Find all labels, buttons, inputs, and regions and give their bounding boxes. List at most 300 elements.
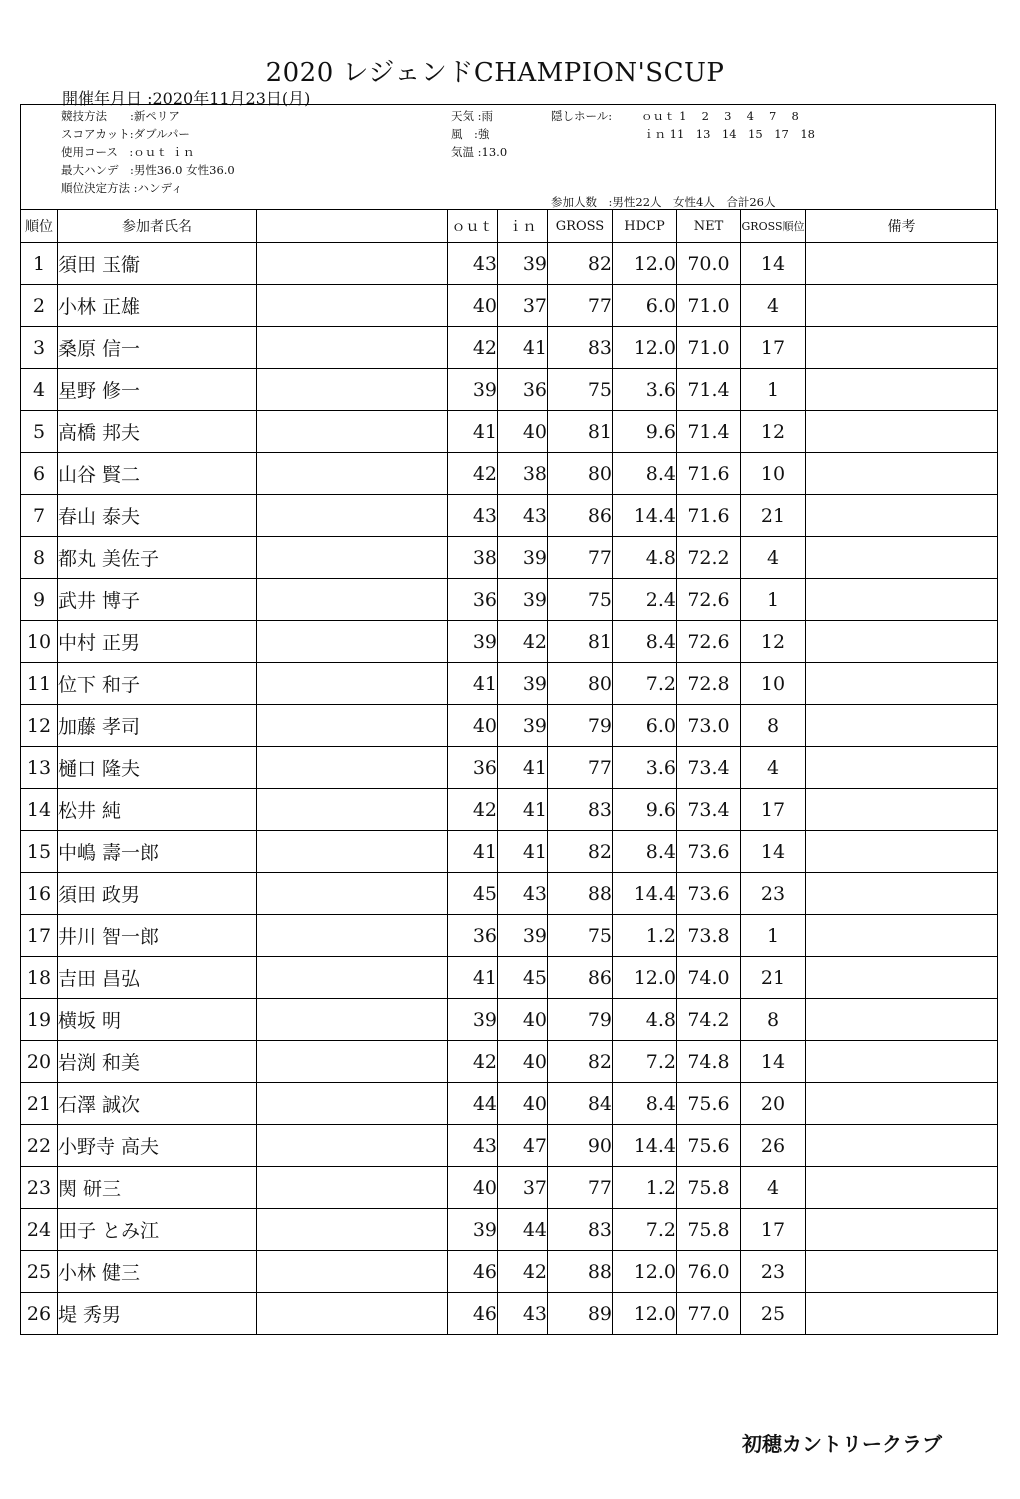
blank-cell [257,495,448,537]
hdcp-cell: 3.6 [613,369,677,411]
net-cell: 73.6 [677,873,741,915]
rank-cell: 18 [21,957,58,999]
rank-cell: 13 [21,747,58,789]
gross-cell: 82 [548,243,613,285]
table-row [21,831,998,873]
table-row [21,789,998,831]
rank-cell: 16 [21,873,58,915]
hdcp-cell: 12.0 [613,327,677,369]
table-row [21,1209,998,1251]
header-rank: 順位 [21,210,58,243]
net-cell: 76.0 [677,1251,741,1293]
gross-cell: 86 [548,957,613,999]
in-cell: 42 [498,1251,548,1293]
blank-cell [257,957,448,999]
out-cell: 39 [448,621,498,663]
table-row [21,1041,998,1083]
rank-cell: 20 [21,1041,58,1083]
net-cell: 71.0 [677,327,741,369]
name-cell: 樋口 隆夫 [58,747,257,789]
gross-cell: 77 [548,537,613,579]
gross-rank-cell: 14 [741,243,806,285]
out-cell: 44 [448,1083,498,1125]
name-cell: 横坂 明 [58,999,257,1041]
net-cell: 75.6 [677,1083,741,1125]
gross-cell: 77 [548,747,613,789]
results-table [20,209,998,1335]
gross-rank-cell: 1 [741,915,806,957]
gross-rank-cell: 10 [741,663,806,705]
table-row [21,579,998,621]
rank-cell: 15 [21,831,58,873]
name-cell: 関 研三 [58,1167,257,1209]
rank-cell: 1 [21,243,58,285]
header-net: NET [677,210,741,243]
in-cell: 47 [498,1125,548,1167]
header-blank [257,210,448,243]
hdcp-cell: 3.6 [613,747,677,789]
rank-cell: 14 [21,789,58,831]
hdcp-cell: 1.2 [613,915,677,957]
info-hidden-holes-label: 隠しホール: [551,109,613,123]
gross-rank-cell: 8 [741,705,806,747]
gross-cell: 90 [548,1125,613,1167]
header-out: ｏｕｔ [448,210,498,243]
hdcp-cell: 6.0 [613,705,677,747]
net-cell: 75.8 [677,1167,741,1209]
out-cell: 45 [448,873,498,915]
gross-rank-cell: 23 [741,1251,806,1293]
club-name: 初穂カントリークラブ [742,1432,942,1456]
name-cell: 石澤 誠次 [58,1083,257,1125]
in-cell: 41 [498,831,548,873]
out-cell: 40 [448,1167,498,1209]
out-cell: 38 [448,537,498,579]
table-row [21,1251,998,1293]
blank-cell [257,747,448,789]
blank-cell [257,369,448,411]
rank-cell: 17 [21,915,58,957]
gross-rank-cell: 1 [741,369,806,411]
hdcp-cell: 4.8 [613,537,677,579]
blank-cell [257,873,448,915]
gross-rank-cell: 14 [741,831,806,873]
table-row [21,915,998,957]
info-course: 使用コース :ｏｕｔ ｉｎ [61,145,195,159]
in-cell: 40 [498,411,548,453]
gross-rank-cell: 12 [741,621,806,663]
hdcp-cell: 6.0 [613,285,677,327]
gross-rank-cell: 14 [741,1041,806,1083]
header-gross: GROSS [548,210,613,243]
rank-cell: 24 [21,1209,58,1251]
hdcp-cell: 12.0 [613,243,677,285]
blank-cell [257,999,448,1041]
rank-cell: 22 [21,1125,58,1167]
net-cell: 75.8 [677,1209,741,1251]
header-name: 参加者氏名 [58,210,257,243]
info-participants: 参加人数 :男性22人 女性4人 合計26人 [551,195,776,209]
out-cell: 39 [448,369,498,411]
info-method: 競技方法 :新ペリア [61,109,180,123]
gross-rank-cell: 17 [741,1209,806,1251]
table-row [21,1293,998,1335]
remarks-cell [806,1293,998,1335]
name-cell: 井川 智一郎 [58,915,257,957]
blank-cell [257,1125,448,1167]
rank-cell: 23 [21,1167,58,1209]
out-cell: 40 [448,705,498,747]
hdcp-cell: 8.4 [613,621,677,663]
gross-rank-cell: 17 [741,327,806,369]
out-cell: 41 [448,411,498,453]
rank-cell: 9 [21,579,58,621]
out-cell: 42 [448,789,498,831]
blank-cell [257,621,448,663]
name-cell: 春山 泰夫 [58,495,257,537]
out-cell: 43 [448,1125,498,1167]
name-cell: 山谷 賢二 [58,453,257,495]
out-cell: 36 [448,579,498,621]
remarks-cell [806,285,998,327]
table-row [21,495,998,537]
remarks-cell [806,1125,998,1167]
gross-rank-cell: 1 [741,579,806,621]
info-scorecut: スコアカット:ダブルパー [61,127,190,141]
out-cell: 39 [448,999,498,1041]
gross-cell: 83 [548,789,613,831]
remarks-cell [806,915,998,957]
in-cell: 42 [498,621,548,663]
gross-rank-cell: 12 [741,411,806,453]
net-cell: 71.6 [677,453,741,495]
gross-rank-cell: 4 [741,285,806,327]
gross-rank-cell: 4 [741,747,806,789]
table-row [21,873,998,915]
remarks-cell [806,957,998,999]
in-cell: 41 [498,327,548,369]
table-row [21,327,998,369]
in-cell: 37 [498,1167,548,1209]
in-cell: 36 [498,369,548,411]
table-row [21,999,998,1041]
gross-rank-cell: 20 [741,1083,806,1125]
in-cell: 41 [498,747,548,789]
remarks-cell [806,369,998,411]
table-row [21,957,998,999]
gross-cell: 82 [548,831,613,873]
gross-cell: 81 [548,621,613,663]
gross-cell: 86 [548,495,613,537]
name-cell: 小林 正雄 [58,285,257,327]
remarks-cell [806,1167,998,1209]
gross-cell: 82 [548,1041,613,1083]
blank-cell [257,285,448,327]
gross-rank-cell: 8 [741,999,806,1041]
hdcp-cell: 14.4 [613,495,677,537]
hdcp-cell: 14.4 [613,873,677,915]
header-in: ｉｎ [498,210,548,243]
in-cell: 44 [498,1209,548,1251]
out-cell: 42 [448,453,498,495]
out-cell: 36 [448,747,498,789]
remarks-cell [806,411,998,453]
hdcp-cell: 8.4 [613,831,677,873]
net-cell: 74.0 [677,957,741,999]
remarks-cell [806,831,998,873]
in-cell: 41 [498,789,548,831]
in-cell: 38 [498,453,548,495]
gross-cell: 75 [548,579,613,621]
in-cell: 39 [498,915,548,957]
blank-cell [257,579,448,621]
name-cell: 中村 正男 [58,621,257,663]
blank-cell [257,915,448,957]
remarks-cell [806,453,998,495]
remarks-cell [806,495,998,537]
remarks-cell [806,243,998,285]
out-cell: 43 [448,495,498,537]
gross-rank-cell: 4 [741,537,806,579]
gross-rank-cell: 25 [741,1293,806,1335]
out-cell: 43 [448,243,498,285]
gross-cell: 88 [548,873,613,915]
gross-cell: 88 [548,1251,613,1293]
in-cell: 40 [498,1083,548,1125]
in-cell: 39 [498,705,548,747]
blank-cell [257,1167,448,1209]
gross-rank-cell: 17 [741,789,806,831]
info-hidden-holes-out: ｏｕｔ 1 2 3 4 7 8 [641,109,799,123]
out-cell: 42 [448,1041,498,1083]
remarks-cell [806,1083,998,1125]
name-cell: 田子 とみ江 [58,1209,257,1251]
name-cell: 須田 政男 [58,873,257,915]
in-cell: 40 [498,1041,548,1083]
net-cell: 71.6 [677,495,741,537]
gross-cell: 80 [548,453,613,495]
out-cell: 42 [448,327,498,369]
table-row [21,369,998,411]
blank-cell [257,1209,448,1251]
remarks-cell [806,663,998,705]
hdcp-cell: 4.8 [613,999,677,1041]
rank-cell: 12 [21,705,58,747]
table-row [21,1125,998,1167]
out-cell: 41 [448,957,498,999]
out-cell: 46 [448,1293,498,1335]
hdcp-cell: 7.2 [613,663,677,705]
name-cell: 武井 博子 [58,579,257,621]
table-row [21,411,998,453]
name-cell: 小野寺 高夫 [58,1125,257,1167]
net-cell: 77.0 [677,1293,741,1335]
hdcp-cell: 2.4 [613,579,677,621]
net-cell: 72.8 [677,663,741,705]
rank-cell: 8 [21,537,58,579]
gross-cell: 79 [548,999,613,1041]
net-cell: 74.2 [677,999,741,1041]
net-cell: 70.0 [677,243,741,285]
name-cell: 加藤 孝司 [58,705,257,747]
hdcp-cell: 12.0 [613,957,677,999]
info-temperature: 気温 :13.0 [451,145,508,159]
remarks-cell [806,327,998,369]
table-row [21,663,998,705]
in-cell: 39 [498,663,548,705]
blank-cell [257,1041,448,1083]
gross-rank-cell: 23 [741,873,806,915]
net-cell: 73.0 [677,705,741,747]
out-cell: 46 [448,1251,498,1293]
blank-cell [257,411,448,453]
gross-rank-cell: 21 [741,957,806,999]
net-cell: 71.4 [677,411,741,453]
table-row [21,705,998,747]
out-cell: 41 [448,831,498,873]
gross-cell: 75 [548,915,613,957]
name-cell: 都丸 美佐子 [58,537,257,579]
remarks-cell [806,789,998,831]
in-cell: 39 [498,243,548,285]
hdcp-cell: 9.6 [613,789,677,831]
name-cell: 桑原 信一 [58,327,257,369]
table-row [21,621,998,663]
gross-cell: 77 [548,1167,613,1209]
header-gross-rank: GROSS順位 [741,210,806,243]
rank-cell: 2 [21,285,58,327]
in-cell: 43 [498,495,548,537]
net-cell: 74.8 [677,1041,741,1083]
document-title: 2020 レジェンドCHAMPION'SCUP [265,58,725,88]
gross-cell: 79 [548,705,613,747]
blank-cell [257,243,448,285]
info-max-handicap: 最大ハンデ :男性36.0 女性36.0 [61,163,235,177]
rank-cell: 19 [21,999,58,1041]
out-cell: 40 [448,285,498,327]
hdcp-cell: 14.4 [613,1125,677,1167]
table-row [21,1083,998,1125]
rank-cell: 21 [21,1083,58,1125]
remarks-cell [806,579,998,621]
rank-cell: 26 [21,1293,58,1335]
hdcp-cell: 12.0 [613,1293,677,1335]
blank-cell [257,1293,448,1335]
info-wind: 風 :強 [451,127,490,141]
name-cell: 須田 玉衞 [58,243,257,285]
net-cell: 72.6 [677,621,741,663]
net-cell: 73.6 [677,831,741,873]
hdcp-cell: 7.2 [613,1209,677,1251]
name-cell: 小林 健三 [58,1251,257,1293]
info-hidden-holes-in: ｉｎ 11 13 14 15 17 18 [643,127,815,141]
in-cell: 37 [498,285,548,327]
name-cell: 吉田 昌弘 [58,957,257,999]
name-cell: 中嶋 壽一郎 [58,831,257,873]
rank-cell: 6 [21,453,58,495]
net-cell: 73.4 [677,747,741,789]
net-cell: 71.4 [677,369,741,411]
gross-cell: 77 [548,285,613,327]
hdcp-cell: 1.2 [613,1167,677,1209]
name-cell: 松井 純 [58,789,257,831]
remarks-cell [806,1041,998,1083]
in-cell: 40 [498,999,548,1041]
blank-cell [257,1251,448,1293]
out-cell: 41 [448,663,498,705]
blank-cell [257,1083,448,1125]
remarks-cell [806,1209,998,1251]
rank-cell: 10 [21,621,58,663]
name-cell: 堤 秀男 [58,1293,257,1335]
blank-cell [257,663,448,705]
rank-cell: 7 [21,495,58,537]
gross-rank-cell: 10 [741,453,806,495]
event-date: 開催年月日 :2020年11月23日(月) [62,89,311,108]
info-ranking-method: 順位決定方法 :ハンディ [61,181,183,195]
name-cell: 高橋 邦夫 [58,411,257,453]
rank-cell: 5 [21,411,58,453]
remarks-cell [806,705,998,747]
net-cell: 72.6 [677,579,741,621]
gross-rank-cell: 21 [741,495,806,537]
blank-cell [257,705,448,747]
in-cell: 45 [498,957,548,999]
hdcp-cell: 9.6 [613,411,677,453]
name-cell: 星野 修一 [58,369,257,411]
remarks-cell [806,537,998,579]
remarks-cell [806,873,998,915]
remarks-cell [806,747,998,789]
rank-cell: 11 [21,663,58,705]
gross-cell: 83 [548,1209,613,1251]
hdcp-cell: 12.0 [613,1251,677,1293]
blank-cell [257,453,448,495]
table-row [21,243,998,285]
net-cell: 71.0 [677,285,741,327]
competition-info-box [20,104,996,210]
hdcp-cell: 8.4 [613,453,677,495]
hdcp-cell: 8.4 [613,1083,677,1125]
remarks-cell [806,1251,998,1293]
hdcp-cell: 7.2 [613,1041,677,1083]
gross-cell: 80 [548,663,613,705]
table-header-row [21,210,998,243]
gross-cell: 81 [548,411,613,453]
table-row [21,1167,998,1209]
net-cell: 73.8 [677,915,741,957]
header-remarks: 備考 [806,210,998,243]
blank-cell [257,327,448,369]
info-weather: 天気 :雨 [451,109,494,123]
gross-cell: 83 [548,327,613,369]
table-row [21,537,998,579]
rank-cell: 25 [21,1251,58,1293]
rank-cell: 3 [21,327,58,369]
out-cell: 39 [448,1209,498,1251]
table-row [21,453,998,495]
blank-cell [257,789,448,831]
gross-cell: 75 [548,369,613,411]
in-cell: 43 [498,1293,548,1335]
in-cell: 39 [498,579,548,621]
table-row [21,747,998,789]
blank-cell [257,537,448,579]
net-cell: 72.2 [677,537,741,579]
in-cell: 39 [498,537,548,579]
net-cell: 75.6 [677,1125,741,1167]
name-cell: 岩渕 和美 [58,1041,257,1083]
